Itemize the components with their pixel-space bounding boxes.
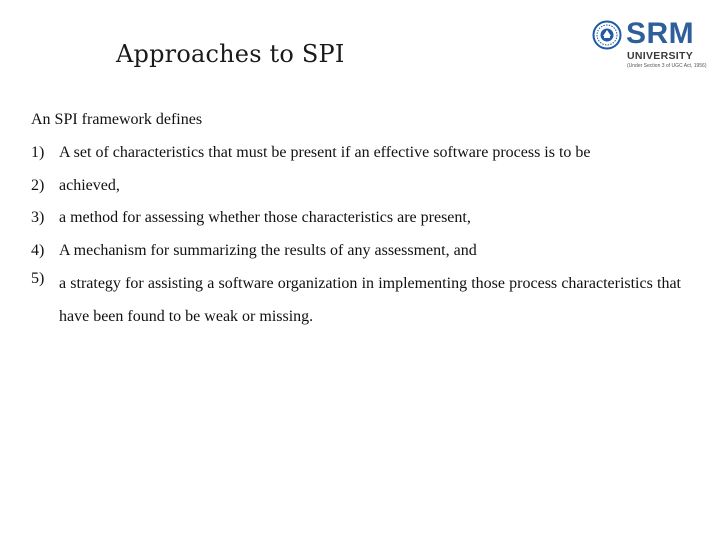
list-item-number: 5) <box>31 270 45 287</box>
slide-title: Approaches to SPI <box>116 40 345 68</box>
list-item-text: A mechanism for summarizing the results of any assessment, and <box>59 241 477 259</box>
list-item-text: a strategy for assisting a software organization in implementing those process characteristics that have been found to be weak or missing. <box>59 275 681 325</box>
list-item-text: A set of characteristics that must be present if an effective software process is to be <box>59 144 591 161</box>
logo-tagline: (Under Section 3 of UGC Act, 1956) <box>627 63 707 69</box>
srm-university-logo <box>590 16 707 78</box>
list-item <box>31 239 681 263</box>
list-item-text: achieved, <box>59 176 120 194</box>
list-item-number: 2) <box>31 176 45 194</box>
list-item <box>31 206 681 230</box>
framework-intro: An SPI framework defines <box>31 111 203 128</box>
list-item-number: 3) <box>31 209 45 226</box>
logo-wordmark: SRM <box>626 17 695 50</box>
list-item <box>31 267 681 333</box>
list-item <box>31 174 681 198</box>
list-item-text: a method for assessing whether those characteristics are present, <box>59 209 471 226</box>
list-item-number: 4) <box>31 241 45 259</box>
list-item-number: 1) <box>31 144 45 161</box>
framework-list <box>31 141 681 342</box>
list-item <box>31 141 681 165</box>
logo-subtitle: UNIVERSITY <box>627 50 694 62</box>
srm-seal-icon <box>592 20 622 50</box>
